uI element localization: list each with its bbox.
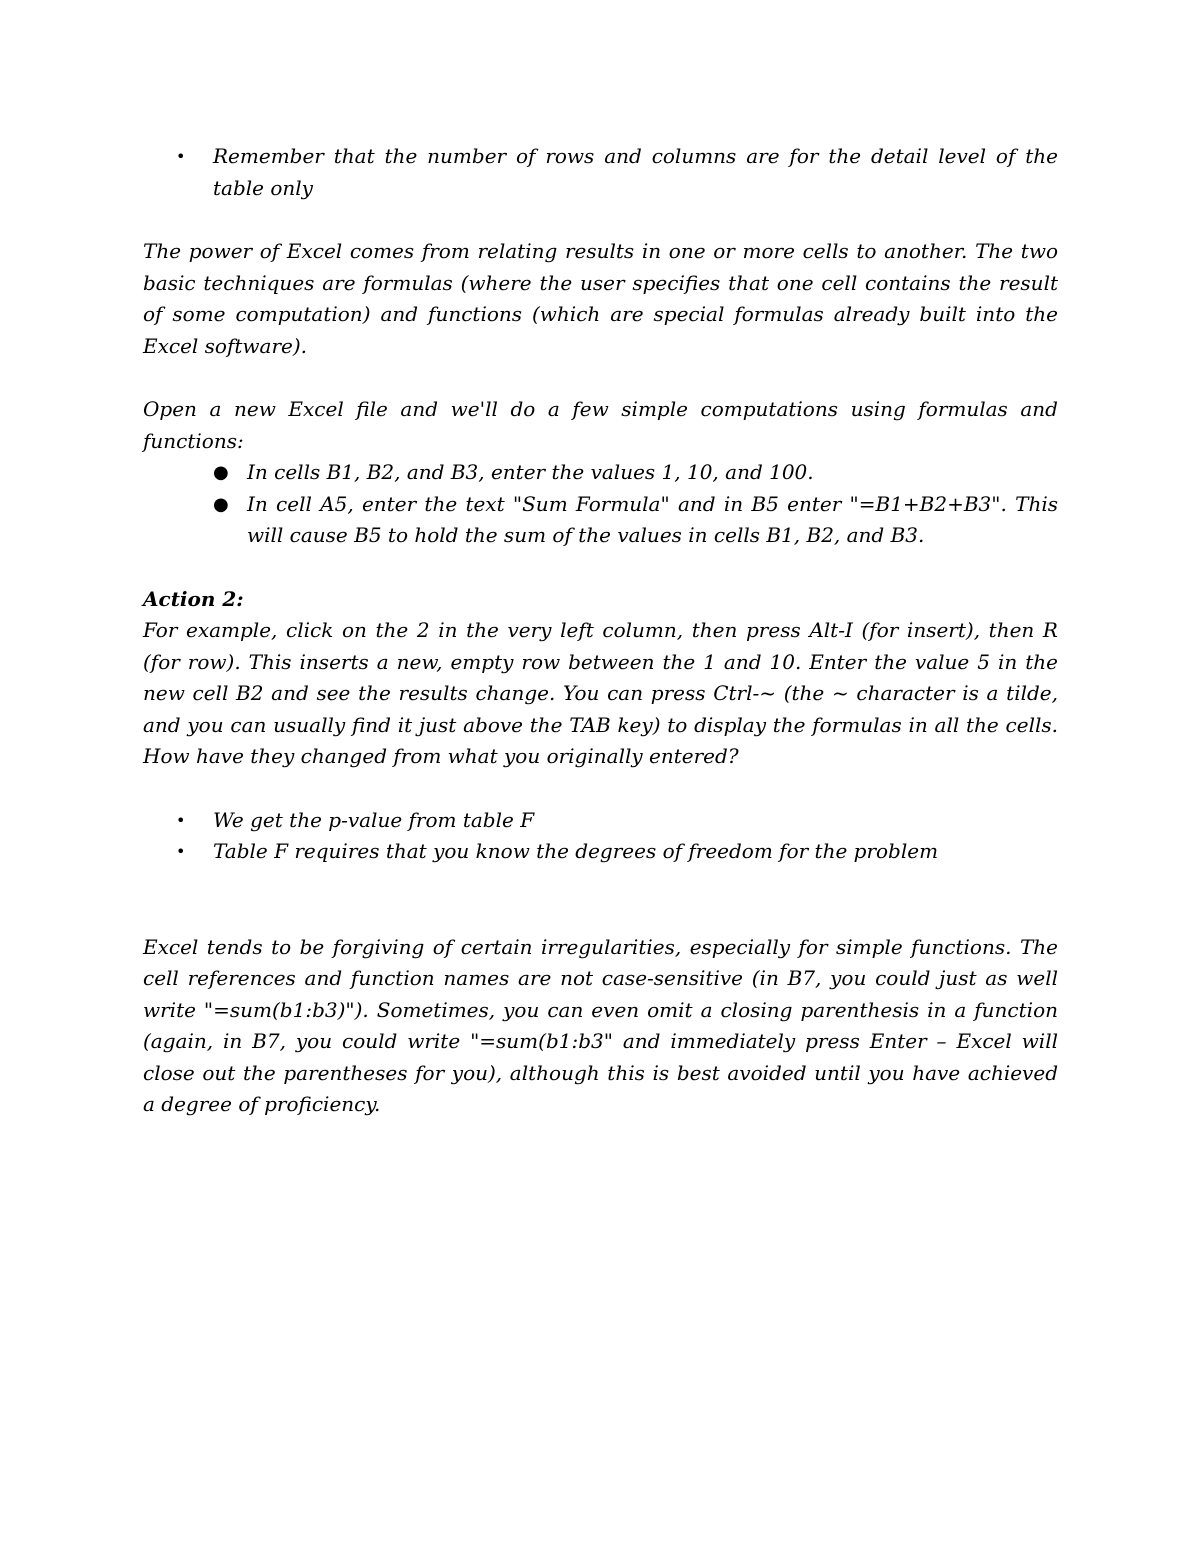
list-item-text: In cells B1, B2, and B3, enter the values 1, 10, and 100. <box>247 460 814 484</box>
paragraph-forgiving: Excel tends to be forgiving of certain irregularities, especially for simple functions. The cell references and function names are not case-sensitive (in B7, you could just as well write "=sum(b1:b3)"). Sometimes, you can even omit a closing parenthesis in a function (again, in B7, you could write "=sum(b1:b3" and immediately press Enter – Excel will close out the parentheses for you), although this is best avoided until you have achieved a degree of proficiency. <box>143 934 1058 1116</box>
bullet-icon: ● <box>213 462 229 483</box>
paragraph-open: Open a new Excel file and we'll do a few simple computations using formulas and functions: <box>143 397 1058 453</box>
list-item-text: We get the p-value from table F <box>213 807 535 832</box>
list-item-text: In cell A5, enter the text "Sum Formula" and in B5 enter "=B1+B2+B3". This will cause B5 to hold the sum of the values in cells B1, B2, and B3. <box>247 491 1058 547</box>
paragraph-power: The power of Excel comes from relating results in one or more cells to another. The two basic techniques are formulas (where the user specifies that one cell contains the result of some computation) and functions (which are special formulas already built into the Excel software). <box>143 239 1058 358</box>
list-item <box>143 489 1058 552</box>
bullet-icon: • <box>176 810 186 830</box>
list-item <box>143 836 1058 868</box>
document-page <box>143 141 1058 1121</box>
bullet-list-open <box>143 457 1058 552</box>
bullet-icon: ● <box>213 493 229 515</box>
paragraph-action: For example, click on the 2 in the very left column, then press Alt-I (for insert), then R (for row). This inserts a new, empty row between the 1 and 10. Enter the value 5 in the new cell B2 and see the results change. You can press Ctrl-~ (the ~ character is a tilde, and you can usually find it just above the TAB key) to display the formulas in all the cells. How have they changed from what you originally entered? <box>143 618 1058 768</box>
bullet-list-top <box>143 141 1058 204</box>
bullet-list-ptable <box>143 805 1058 868</box>
list-item <box>143 141 1058 204</box>
list-item <box>143 457 1058 489</box>
list-item <box>143 805 1058 837</box>
list-item-text: Remember that the number of rows and columns are for the detail level of the table only <box>213 144 1058 200</box>
bullet-icon: • <box>176 842 186 861</box>
list-item-text: Table F requires that you know the degrees of freedom for the problem <box>213 839 939 863</box>
bullet-icon: • <box>176 147 186 166</box>
action-heading: Action 2: <box>143 586 244 611</box>
